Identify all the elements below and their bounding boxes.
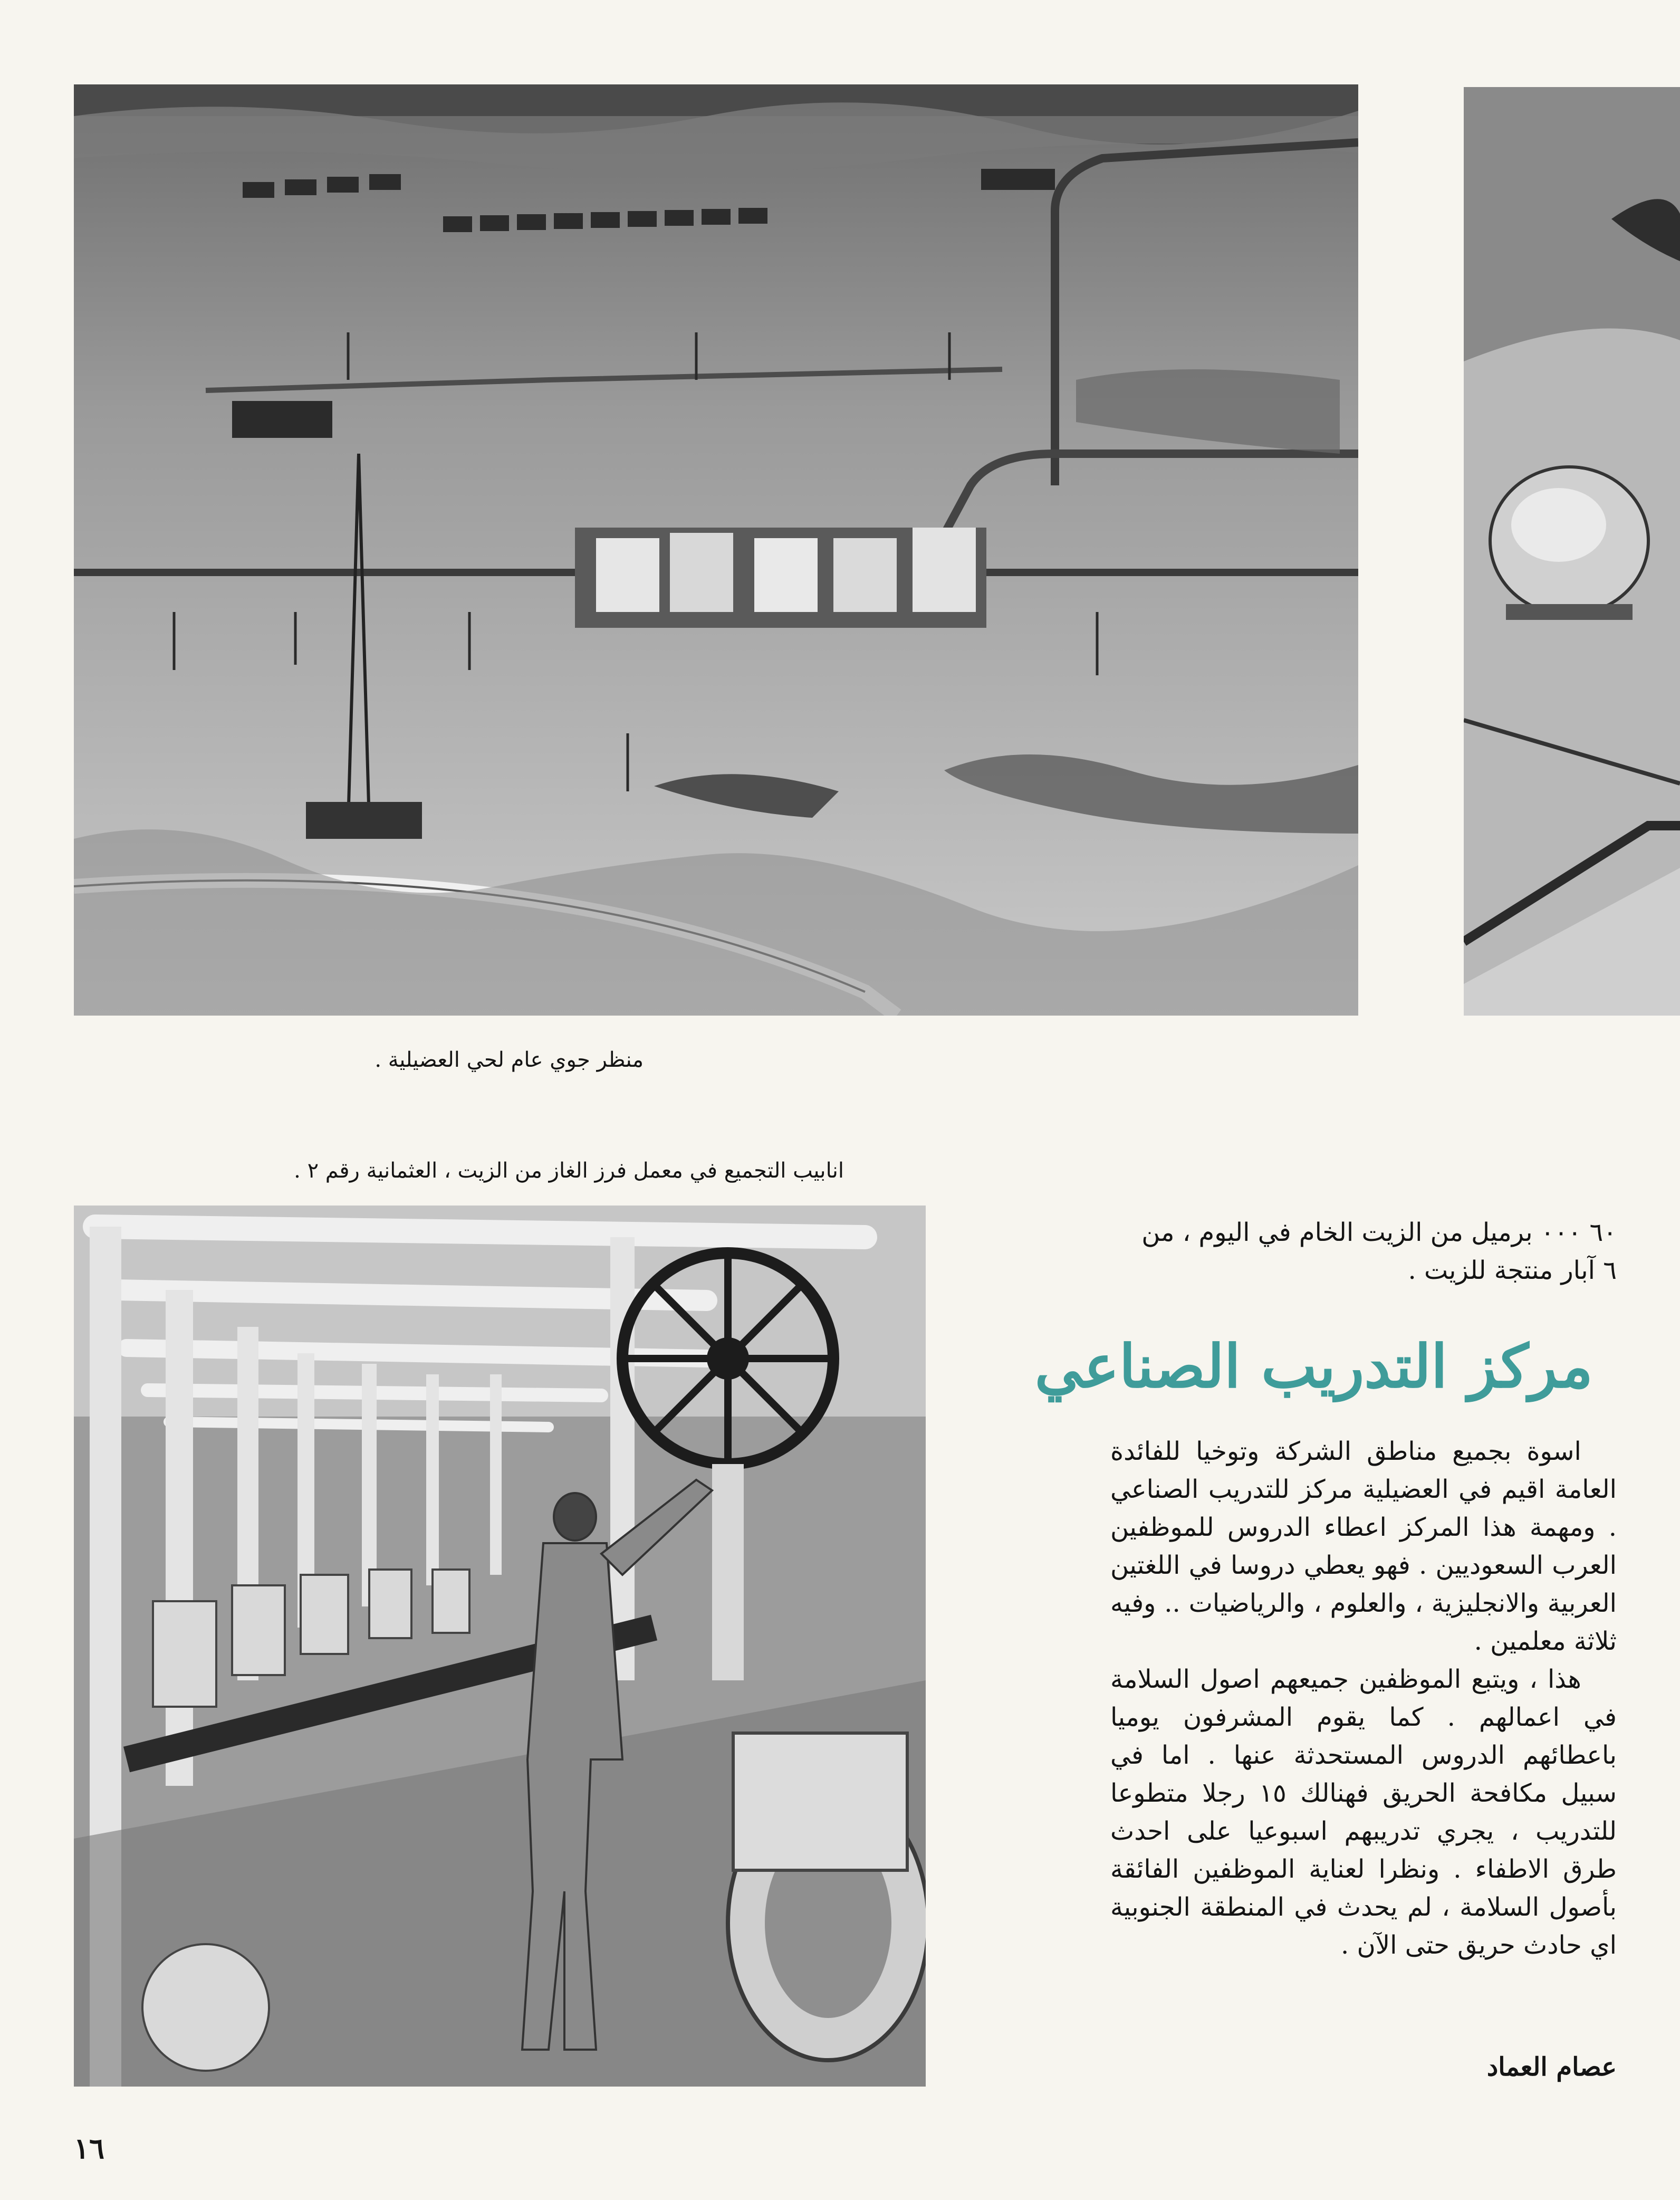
intro-line-1: ٦٠ ٠٠٠ برميل من الزيت الخام في اليوم ، من (1141, 1218, 1617, 1247)
article-intro (1110, 1213, 1617, 1289)
aerial-photo (74, 84, 1358, 1016)
article-body (1110, 1432, 1617, 1964)
intro-line-2: ٦ آبار منتجة للزيت . (1408, 1256, 1617, 1285)
paragraph-1: اسوة بجميع مناطق الشركة وتوخيا للفائدة العامة اقيم في العضيلية مركز للتدريب الصناعي . ومهمة هذا المركز اعطاء الدروس للموظفين العرب السعوديين . فهو يعطي دروسا في اللغتين العربية والانجليزية ، والعلوم ، والرياضيات .. وفيه ثلاثة معلمين . (1110, 1437, 1617, 1656)
page-number: ١٦ (74, 2131, 105, 2165)
aerial-photo-caption: منظر جوي عام لحي العضيلية . (375, 1048, 644, 1072)
pipes-photo (74, 1206, 926, 2087)
paragraph-2: هذا ، ويتبع الموظفين جميعهم اصول السلامة في اعمالهم . كما يقوم المشرفون يوميا باعطائهم الدروس المستحدثة عنها . اما في سبيل مكافحة الحريق فهنالك ١٥ رجلا متطوعا للتدريب ، يجري تدريبهم اسبوعيا على احدث طرق الاطفاء . ونظرا لعناية الموظفين الفائقة بأصول السلامة ، لم يحدث في المنطقة الجنوبية اي حادث حريق حتى الآن . (1110, 1665, 1617, 1960)
pipes-photo-caption: انابيب التجميع في معمل فرز الغاز من الزيت ، العثمانية رقم ٢ . (294, 1159, 844, 1183)
section-heading: مركز التدريب الصناعي (1034, 1332, 1593, 1401)
article-author: عصام العماد (1486, 2052, 1617, 2082)
gas-plant-photo (1464, 87, 1680, 1016)
